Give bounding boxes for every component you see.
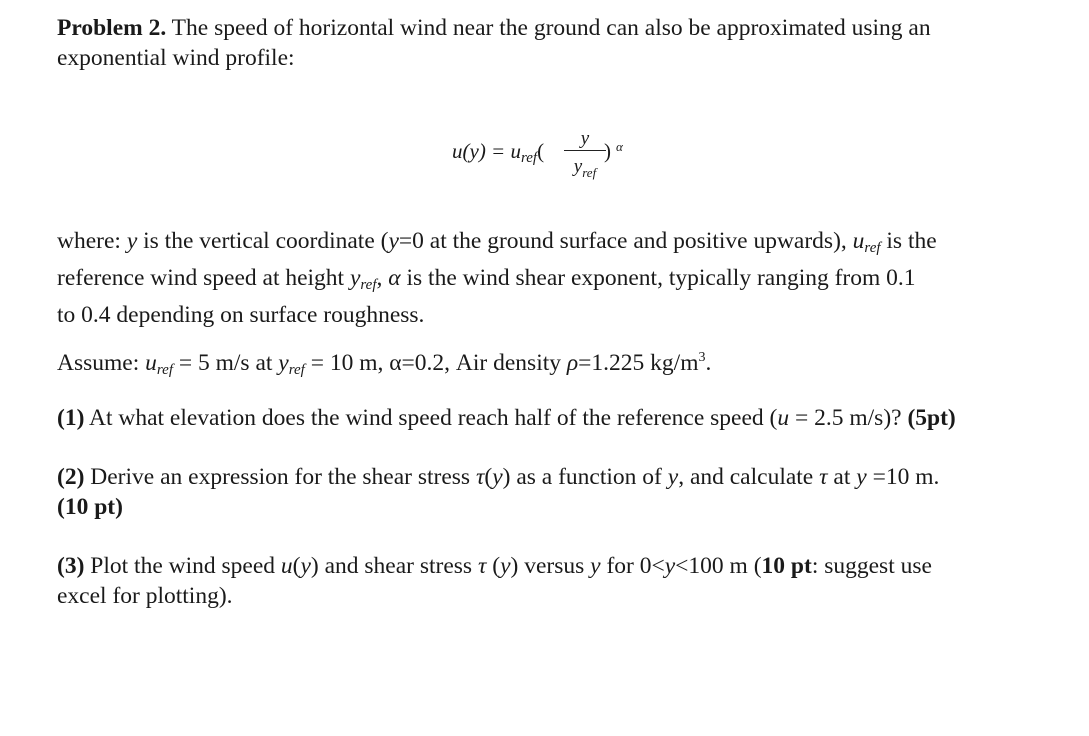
question-label: (2)	[57, 464, 85, 490]
problem-intro	[57, 13, 931, 73]
question-1	[57, 403, 956, 433]
equation-lhs-text: u(y) = u	[452, 139, 521, 163]
var-y: y	[856, 464, 867, 490]
var-y: y	[492, 464, 503, 490]
where-text: is the wind shear exponent, typically ranging from 0.1	[400, 265, 916, 291]
assume-text: .	[705, 349, 712, 376]
intro-text-continued: exponential wind profile:	[57, 45, 295, 71]
var-alpha: α	[388, 265, 401, 291]
question-text: ) as a function of	[502, 464, 668, 490]
fraction-bar	[564, 150, 606, 151]
denominator-var: y	[573, 156, 583, 177]
question-text: = 2.5 m/s)?	[789, 405, 908, 431]
where-text: is the vertical coordinate (	[137, 228, 389, 254]
var-rho: ρ	[566, 349, 579, 376]
question-text: ) and shear stress	[310, 553, 478, 579]
subscript-ref: ref	[288, 361, 305, 378]
question-text: : suggest use	[811, 553, 932, 579]
question-points: (5pt)	[907, 405, 956, 431]
wind-profile-equation	[452, 124, 652, 190]
var-tau: τ	[819, 464, 828, 490]
question-text: Derive an expression for the shear stress	[84, 464, 476, 490]
question-label: (1)	[57, 405, 85, 431]
question-points: (10 pt)	[57, 494, 123, 520]
var-y: y	[664, 553, 676, 579]
fraction-denominator	[564, 152, 606, 188]
assume-text: = 10 m, α=0.2, Air density	[304, 349, 567, 376]
where-text: =0 at the ground surface and positive upwards),	[398, 228, 853, 254]
where-text: where:	[57, 228, 127, 254]
subscript-ref: ref	[864, 240, 881, 256]
question-points: 10 pt	[761, 553, 812, 579]
var-y: y	[667, 464, 679, 490]
question-2	[57, 462, 939, 522]
question-text: <100 m (	[675, 553, 762, 579]
question-text: , and calculate	[678, 464, 820, 490]
assume-text: Assume:	[57, 349, 146, 376]
open-paren: (	[537, 139, 545, 163]
var-y: y	[126, 228, 138, 254]
var-y: y	[500, 553, 511, 579]
question-text: ) versus	[510, 553, 591, 579]
where-text: is the	[880, 228, 937, 254]
question-label: (3)	[57, 553, 85, 579]
var-tau: τ	[475, 464, 485, 490]
var-y: y	[349, 265, 361, 291]
assumptions	[57, 343, 711, 385]
exponent-alpha: α	[616, 139, 623, 154]
close-paren: )	[604, 139, 611, 163]
var-y: y	[278, 349, 289, 376]
where-text: ,	[376, 265, 389, 291]
question-text: (	[292, 553, 301, 579]
var-u: u	[852, 228, 865, 254]
question-3	[57, 551, 932, 611]
question-text: (	[486, 553, 501, 579]
assume-text: =1.225 kg/m	[578, 349, 699, 376]
var-u: u	[777, 405, 790, 431]
subscript-ref: ref	[582, 165, 597, 180]
where-text: reference wind speed at height	[57, 265, 350, 291]
var-u: u	[145, 349, 157, 376]
question-text: for 0<	[600, 553, 665, 579]
question-text: Plot the wind speed	[84, 553, 281, 579]
problem-heading: Problem 2.	[57, 15, 167, 41]
intro-text: The speed of horizontal wind near the ground can also be approximated using an	[166, 15, 931, 41]
assume-text: = 5 m/s at	[172, 349, 279, 376]
question-text: (	[484, 464, 493, 490]
question-text: at	[827, 464, 857, 490]
where-paragraph	[57, 226, 937, 330]
question-text-continued: excel for plotting).	[57, 583, 233, 609]
subscript-ref: ref	[360, 277, 377, 293]
var-y: y	[590, 553, 601, 579]
fraction-numerator: y	[580, 128, 590, 149]
subscript-ref: ref	[156, 361, 173, 378]
var-y: y	[388, 228, 399, 254]
var-y: y	[300, 553, 311, 579]
subscript-ref: ref	[520, 150, 538, 166]
var-u: u	[280, 553, 293, 579]
superscript-3: 3	[698, 350, 706, 365]
var-tau: τ	[477, 553, 487, 579]
question-text: At what elevation does the wind speed reach half of the reference speed (	[84, 405, 778, 431]
where-text: to 0.4 depending on surface roughness.	[57, 302, 425, 328]
question-text: =10 m.	[866, 464, 940, 490]
equation-lhs	[452, 136, 544, 173]
